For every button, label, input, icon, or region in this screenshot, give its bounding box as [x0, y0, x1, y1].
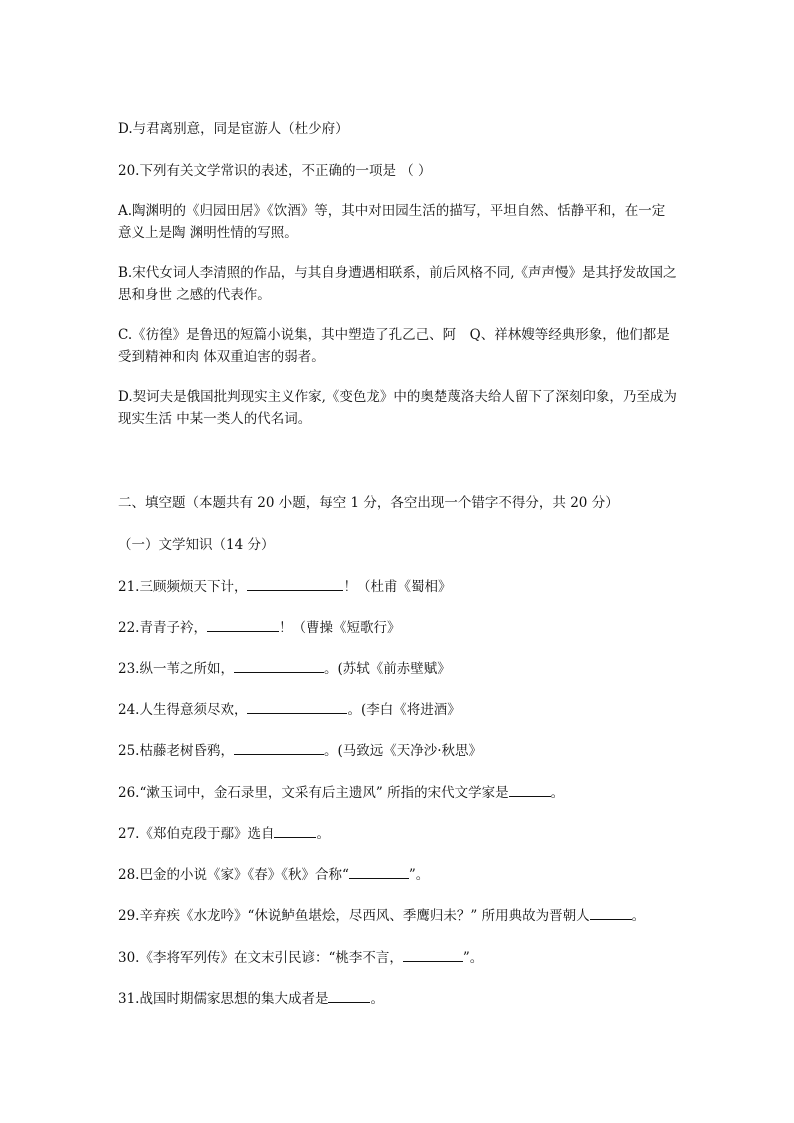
- fill-item-30: [118, 947, 678, 969]
- q20-option-b: B.宋代女词人李清照的作品，与其自身遭遇相联系，前后风格不同,《声声慢》是其抒发故国之思和身世 之感的代表作。: [118, 265, 677, 303]
- fill-item-prefix: 28.巴金的小说《家》《春》《秋》合称“: [118, 867, 349, 883]
- fill-item-prefix: 22.青青子衿，: [118, 620, 207, 636]
- fill-item-prefix: 24.人生得意须尽欢，: [118, 702, 248, 718]
- fill-item-suffix: ！（杜甫《蜀相》: [343, 579, 452, 595]
- q19-option-d: D.与君离别意，同是宦游人（杜少府）: [118, 121, 349, 137]
- fill-item-prefix: 31.战国时期儒家思想的集大成者是: [118, 991, 329, 1007]
- fill-item-prefix: 23.纵一苇之所如，: [118, 661, 234, 677]
- fill-item-prefix: 21.三顾频烦天下计，: [118, 579, 248, 595]
- answer-blank[interactable]: [509, 782, 551, 797]
- q20-option-d: D.契诃夫是俄国批判现实主义作家,《变色龙》中的奥楚蔑洛夫给人留下了深刻印象，乃至成为现实生活 中某一类人的代名词。: [118, 389, 677, 427]
- fill-item-suffix: 。: [370, 991, 384, 1007]
- fill-item-31: [118, 988, 678, 1010]
- answer-blank[interactable]: [274, 823, 316, 838]
- answer-blank[interactable]: [247, 699, 347, 714]
- fill-item-suffix: ”。: [462, 950, 484, 966]
- answer-blank[interactable]: [247, 576, 343, 591]
- fill-item-28: [118, 864, 678, 886]
- fill-item-suffix: ”。: [408, 867, 430, 883]
- section2-subheading: （一）文学知识（14 分）: [118, 537, 275, 553]
- fill-item-22: [118, 617, 678, 639]
- fill-item-prefix: 26.“漱玉词中，金石录里，文采有后主遗风” 所指的宋代文学家是: [118, 785, 509, 801]
- fill-item-27: [118, 823, 678, 845]
- fill-item-prefix: 27.《郑伯克段于鄢》选自: [118, 826, 275, 842]
- answer-blank[interactable]: [207, 617, 279, 632]
- fill-item-suffix: 。(李白《将进酒》: [347, 702, 461, 718]
- answer-blank[interactable]: [590, 905, 632, 920]
- fill-item-suffix: 。: [631, 908, 646, 924]
- fill-item-suffix: 。: [550, 785, 565, 801]
- q20-option-a: A.陶渊明的《归园田居》《饮酒》等，其中对田园生活的描写，平坦自然、恬静平和，在一定意义上是陶 渊明性情的写照。: [118, 203, 666, 241]
- q20-stem: 20.下列有关文学常识的表述，不正确的一项是 （ ）: [118, 163, 432, 179]
- fill-item-suffix: 。: [316, 826, 330, 842]
- fill-item-suffix: 。(苏轼《前赤壁赋》: [323, 661, 451, 677]
- fill-item-29: [118, 905, 678, 927]
- fill-item-prefix: 30.《李将军列传》在文末引民谚：“桃李不言，: [118, 950, 403, 966]
- fill-item-21: [118, 576, 678, 598]
- answer-blank[interactable]: [349, 864, 409, 879]
- answer-blank[interactable]: [234, 740, 324, 755]
- answer-blank[interactable]: [328, 988, 370, 1003]
- fill-item-24: [118, 699, 678, 721]
- fill-item-suffix: ！（曹操《短歌行》: [278, 620, 401, 636]
- fill-item-26: [118, 782, 678, 804]
- fill-item-25: [118, 740, 678, 762]
- answer-blank[interactable]: [403, 947, 463, 962]
- section2-heading: 二、填空题（本题共有 20 小题，每空 1 分，各空出现一个错字不得分，共 20 分）: [118, 495, 619, 511]
- fill-item-suffix: 。(马致远《天净沙·秋思》: [323, 743, 483, 759]
- answer-blank[interactable]: [234, 658, 324, 673]
- fill-item-23: [118, 658, 678, 680]
- q20-option-c: C.《彷徨》是鲁迅的短篇小说集，其中塑造了孔乙己、阿 Q、祥林嫂等经典形象，他们都是受到精神和肉 体双重迫害的弱者。: [118, 327, 670, 365]
- fill-item-prefix: 29.辛弃疾《水龙吟》“休说鲈鱼堪烩，尽西风、季鹰归未？” 所用典故为晋朝人: [118, 908, 590, 924]
- fill-item-prefix: 25.枯藤老树昏鸦，: [118, 743, 234, 759]
